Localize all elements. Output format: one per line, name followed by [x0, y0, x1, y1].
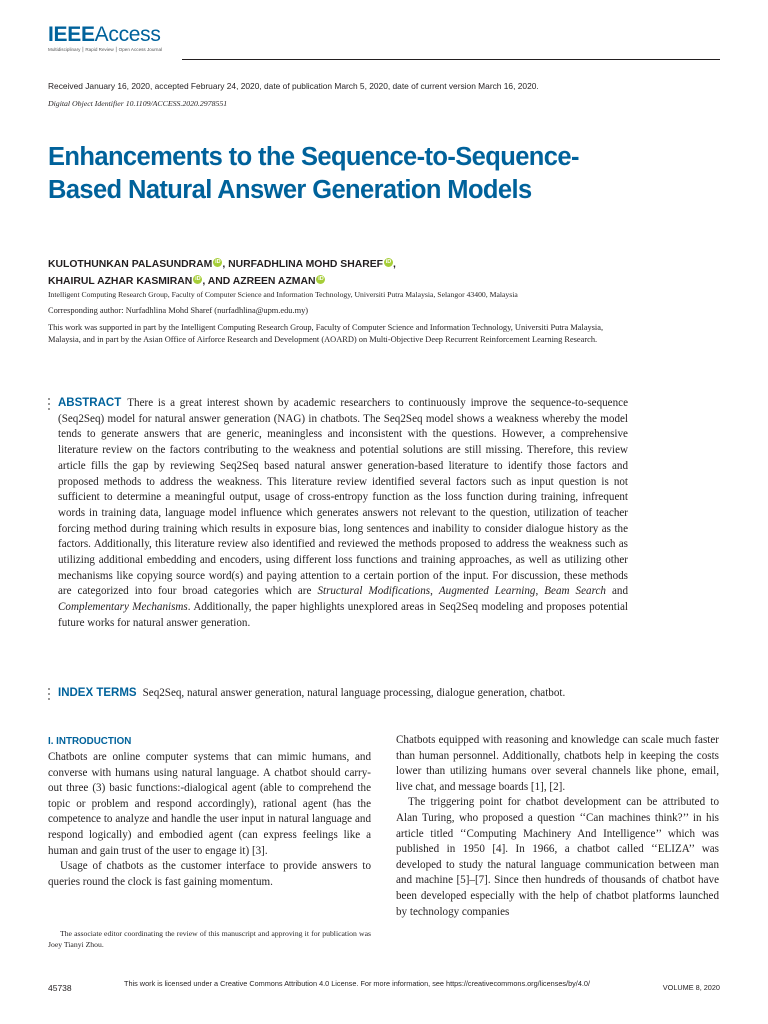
abstract-label: ABSTRACT	[58, 397, 122, 409]
left-column	[48, 733, 371, 890]
journal-brand: IEEEAccess	[48, 23, 161, 46]
orcid-icon[interactable]: iD	[318, 276, 324, 282]
funding-statement: This work was supported in part by the Intelligent Computing Research Group, Faculty of Computer Science and Information Technology, Universiti Putra Malaysia, Malaysia, and in part by the Asian Office of Airforce Research and Development (AOARD) on Multi-Objective Deep Recurrent Reinforcement Learning Research.	[48, 323, 604, 344]
editor-footnote: The associate editor coordinating the review of this manuscript and approving it for publication was Joey Tianyi Zhou.	[48, 929, 371, 949]
corresponding-author: Corresponding author: Nurfadhlina Mohd Sharef (nurfadhlina@upm.edu.my)	[48, 306, 309, 315]
received-dates: Received January 16, 2020, accepted February 24, 2020, date of publication March 5, 2020, date of current version March 16, 2020.	[48, 81, 539, 91]
journal-logo	[48, 24, 162, 53]
header-rule	[182, 59, 720, 60]
page-number: 45738	[48, 983, 72, 993]
paper-title: Enhancements to the Sequence-to-Sequence-Based Natural Answer Generation Models	[48, 143, 579, 204]
index-terms-marker-icon	[48, 688, 51, 703]
author-name: AND AZREEN AZMAN	[207, 276, 316, 287]
license-notice[interactable]: This work is licensed under a Creative Commons Attribution 4.0 License. For more information, see https://creativecommons.org/licenses/by/4.0/	[124, 979, 590, 988]
journal-tagline: Multidisciplinary ⎮ Rapid Review ⎮ Open Access Journal	[48, 47, 163, 52]
index-terms: INDEX TERMS Seq2Seq, natural answer generation, natural language processing, dialogue generation, chatbot.	[58, 687, 566, 699]
author-name: KULOTHUNKAN PALASUNDRAM	[48, 259, 213, 270]
body-paragraph: The triggering point for chatbot development can be attributed to Alan Turing, who proposed a question ‘‘Can machines think?’’ in his article titled ‘‘Computing Machinery And Intelligence’’ which was published in 1950 [4]. In 1966, a chatbot called ‘‘ELIZA’’ was developed to study the natural language communication between man and machine [5]–[7]. Since then hundreds of thousands of chatbot have been developed especially with the help of chatbot platforms launched by technology companies	[396, 796, 719, 918]
author-list: KULOTHUNKAN PALASUNDRAM iD , NURFADHLINA MOHD SHAREF iD , KHAIRUL AZHAR KASMIRAN iD , AND AZREEN AZMAN iD	[48, 259, 396, 287]
right-column	[396, 733, 719, 920]
doi-line: Digital Object Identifier 10.1109/ACCESS.2020.2978551	[48, 99, 228, 108]
orcid-icon[interactable]: iD	[195, 276, 201, 282]
index-terms-label: INDEX TERMS	[58, 687, 137, 699]
volume-label: VOLUME 8, 2020	[662, 983, 720, 992]
orcid-icon[interactable]: iD	[215, 259, 221, 265]
abstract: ABSTRACT There is a great interest shown by academic researchers to continuously improve the sequence-to-sequence (Seq2Seq) model for natural answer generation (NAG) in chatbots. The Seq2Seq model shows a weakness whereby the model tends to generate answers that are generic, meaningless and inconsistent with the questions. However, a comprehensive literature review on the factors contributing to the weakness and potential solutions are still missing. Therefore, this review article fills the gap by reviewing Seq2Seq based natural answer generation-based literature to identify those factors and proposed methods to address the weakness. This literature review identified several factors such as input question is not sufficient to determine a meaningful output, usage of cross-entropy function as the loss function during training, infrequent words in training data, language model influence which generates answers not relevant to the question, utilization of teacher forcing method during training which results in exposure bias, long sentences and inability to consider dialogue history as the factors. Additionally, this literature review also identified and reviewed the methods proposed to address the weakness such as utilizing additional embedding and encoders, using different loss functions and training approaches, as well as utilizing other mechanisms like copying source word(s) and paying attention to a certain portion of the input. For discussion, these methods are categorized into four broad categories which are Structural Modifications, Augmented Learning, Beam Search and Complementary Mechanisms. Additionally, the paper highlights unexplored areas in Seq2Seq modeling and proposes potential future works for natural answer generation.	[58, 397, 628, 629]
author-name: NURFADHLINA MOHD SHAREF	[228, 259, 383, 270]
affiliation: Intelligent Computing Research Group, Faculty of Computer Science and Information Technology, Universiti Putra Malaysia, Selangor 43400, Malaysia	[48, 290, 518, 299]
body-paragraph: Chatbots are online computer systems that can mimic humans, and converse with humans using natural language. A chatbot should carry-out three (3) basic functions:-dialogical agent (able to comprehend the topic or problem and respond accordingly), rational agent (has the competence to analyze and handle the user input in natural language and respond logically) and embodied agent (can express feelings like a human and gain trust of the user to engage it) [3].	[48, 751, 371, 857]
body-paragraph: Chatbots equipped with reasoning and knowledge can scale much faster than human personnel. Additionally, chatbots help in keeping the costs lower than utilizing humans over several channels like phone, email, live chat, and message boards [1], [2].	[396, 734, 719, 793]
section-heading: I. INTRODUCTION	[48, 736, 132, 747]
abstract-marker-icon	[48, 398, 51, 413]
orcid-icon[interactable]: iD	[385, 259, 392, 265]
body-paragraph: Usage of chatbots as the customer interface to provide answers to queries round the clock is fast gaining momentum.	[48, 860, 371, 888]
author-name: KHAIRUL AZHAR KASMIRAN	[48, 276, 193, 287]
